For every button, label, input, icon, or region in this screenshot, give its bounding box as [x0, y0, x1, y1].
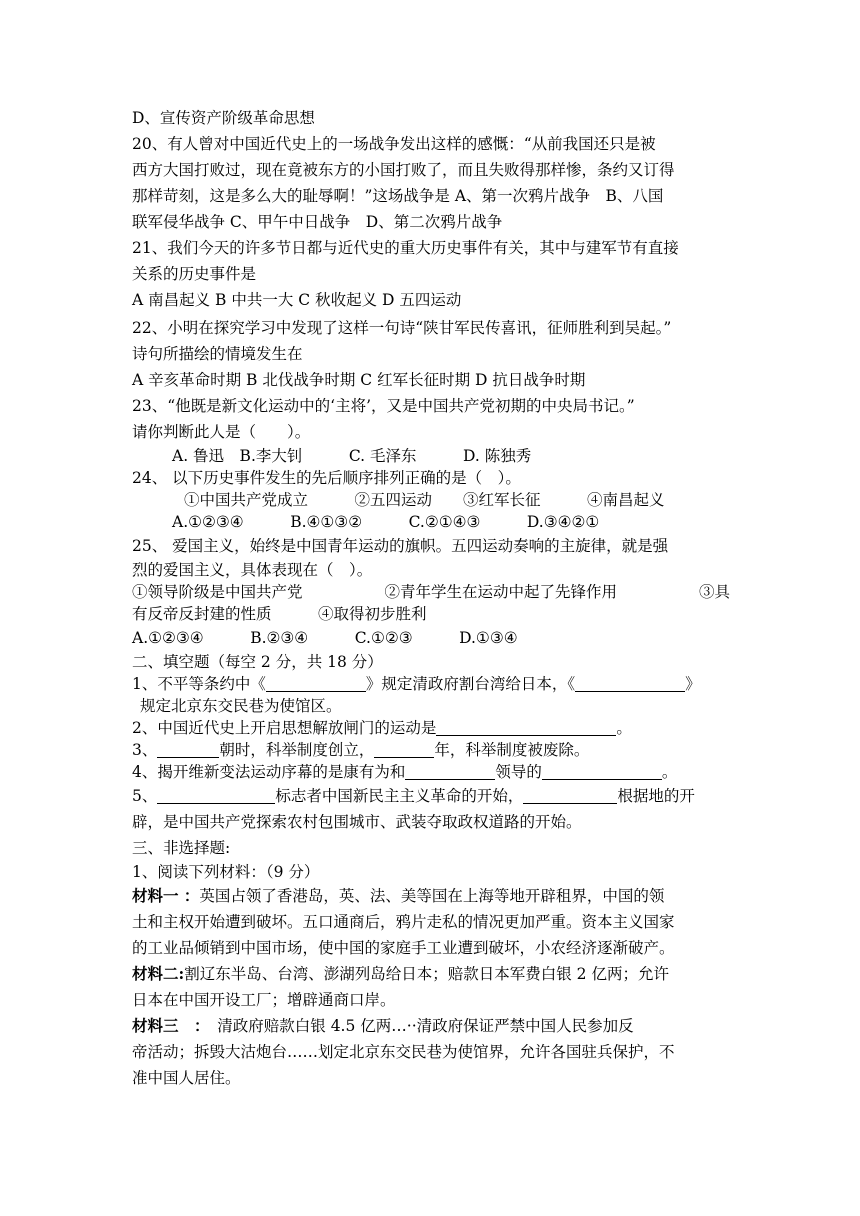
q23-options: A. 鲁迅 B.李大钊 C. 毛泽东 D. 陈独秀	[172, 447, 532, 465]
q21-line-2: 关系的历史事件是	[132, 265, 257, 283]
fill-blank-2[interactable]	[575, 673, 685, 692]
section-2-heading: 二、填空题（每空 2 分，共 18 分）	[132, 653, 383, 671]
material-3-line-1: 材料三 ： 清政府赔款白银 4.5 亿两…··清政府保证严禁中国人民参加反	[132, 1016, 634, 1035]
fill-blank-4[interactable]	[157, 739, 219, 758]
material-1-label: 材料一 ：	[132, 886, 200, 905]
fill-blank-8[interactable]	[157, 785, 275, 804]
material-2-line-1: 材料二:割辽东半岛、台湾、澎湖列岛给日本；赔款日本军费白银 2 亿两；允许	[132, 964, 669, 983]
fill-q2: 2、中国近代史上开启思想解放闸门的运动是 。	[132, 719, 632, 737]
section-3-heading: 三、非选择题:	[132, 839, 231, 857]
fill-q3: 3、 朝时，科举制度创立， 年，科举制度被废除。	[132, 741, 590, 759]
material-1-line-3: 的工业品倾销到中国市场，使中国的家庭手工业遭到破坏，小农经济逐渐破产。	[132, 939, 675, 957]
q22-line-2: 诗句所描绘的情境发生在	[132, 345, 303, 363]
q22-line-1: 22、小明在探究学习中发现了这样一句诗“陕甘军民传喜讯，征师胜利到吴起。”	[132, 319, 672, 337]
q20-line-1: 20、有人曾对中国近代史上的一场战争发出这样的感慨：“从前我国还只是被	[132, 135, 656, 153]
q20-line-4: 联军侵华战争 C、甲午中日战争 D、第二次鸦片战争	[132, 213, 503, 231]
q20-line-2: 西方大国打败过，现在竟被东方的小国打败了，而且失败得那样惨，条约又订得	[132, 161, 675, 179]
fill-blank-9[interactable]	[523, 785, 617, 804]
q22-options: A 辛亥革命时期 B 北伐战争时期 C 红军长征时期 D 抗日战争时期	[132, 371, 586, 389]
q25-line-2: 烈的爱国主义，具体表现在（ ）。	[132, 561, 373, 579]
fill-blank-7[interactable]	[542, 761, 662, 780]
q25-statement-1: ①领导阶级是中国共产党	[132, 583, 303, 601]
q25-statement-2: ②青年学生在运动中起了先锋作用	[384, 583, 617, 601]
q21-options: A 南昌起义 B 中共一大 C 秋收起义 D 五四运动	[132, 291, 462, 309]
q25-options: A.①②③④ B.②③④ C.①②③ D.①③④	[132, 629, 518, 647]
material-2-line-2: 日本在中国开设工厂；增辟通商口岸。	[132, 991, 396, 1009]
fill-q4: 4、揭开维新变法运动序幕的是康有为和 领导的 。	[132, 763, 678, 781]
material-1-line-1: 材料一 ：英国占领了香港岛，英、法、美等国在上海等地开辟租界，中国的领	[132, 886, 665, 905]
material-3-line-3: 准中国人居住。	[132, 1069, 241, 1087]
fill-q5-line-1: 5、 标志者中国新民主主义革命的开始， 根据地的开	[132, 787, 695, 805]
fill-q1-line-2: 规定北京东交民巷为使馆区。	[140, 697, 342, 715]
q25-line-1: 25、 爱国主义，始终是中国青年运动的旗帜。五四运动奏响的主旋律，就是强	[132, 537, 669, 555]
q24-line-1: 24、 以下历史事件发生的先后顺序排列正确的是（ ）。	[132, 469, 521, 487]
fill-q5-line-2: 辟，是中国共产党探索农村包围城市、武装夺取政权道路的开始。	[132, 813, 582, 831]
material-3-label: 材料三 ：	[132, 1016, 202, 1035]
material-2-label: 材料二:	[132, 964, 185, 983]
fill-blank-3[interactable]	[436, 717, 616, 736]
q21-line-1: 21、我们今天的许多节日都与近代史的重大历史事件有关，其中与建军节有直接	[132, 239, 679, 257]
q23-line-2: 请你判断此人是（ ）。	[132, 423, 311, 441]
fill-blank-1[interactable]	[266, 673, 366, 692]
section-3-q1: 1、阅读下列材料：（9 分）	[132, 863, 320, 881]
q19-option-d: D、宣传资产阶级革命思想	[132, 109, 315, 127]
material-1-line-2: 土和主权开始遭到破坏。五口通商后，鸦片走私的情况更加严重。资本主义国家	[132, 913, 675, 931]
q24-options: A.①②③④ B.④①③② C.②①④③ D.③④②①	[172, 513, 600, 531]
fill-blank-5[interactable]	[374, 739, 434, 758]
q25-statement-3-start: ③具	[698, 583, 730, 601]
q20-line-3: 那样苛刻，这是多么大的耻辱啊！”这场战争是 A、第一次鸦片战争 B、八国	[132, 187, 664, 205]
q25-statements-line-2: 有反帝反封建的性质 ④取得初步胜利	[132, 605, 427, 623]
q23-line-1: 23、“他既是新文化运动中的‘主将’，又是中国共产党初期的中央局书记。”	[132, 397, 635, 415]
fill-blank-6[interactable]	[405, 761, 495, 780]
q24-events: ①中国共产党成立 ②五四运动 ③红军长征 ④南昌起义	[184, 491, 665, 509]
q25-statements-line-1	[132, 580, 730, 604]
material-3-line-2: 帝活动；拆毁大沽炮台……划定北京东交民巷为使馆界，允许各国驻兵保护，不	[132, 1043, 675, 1061]
fill-q1-line-1: 1、不平等条约中《 》规定清政府割台湾给日本，《 》	[132, 675, 701, 693]
